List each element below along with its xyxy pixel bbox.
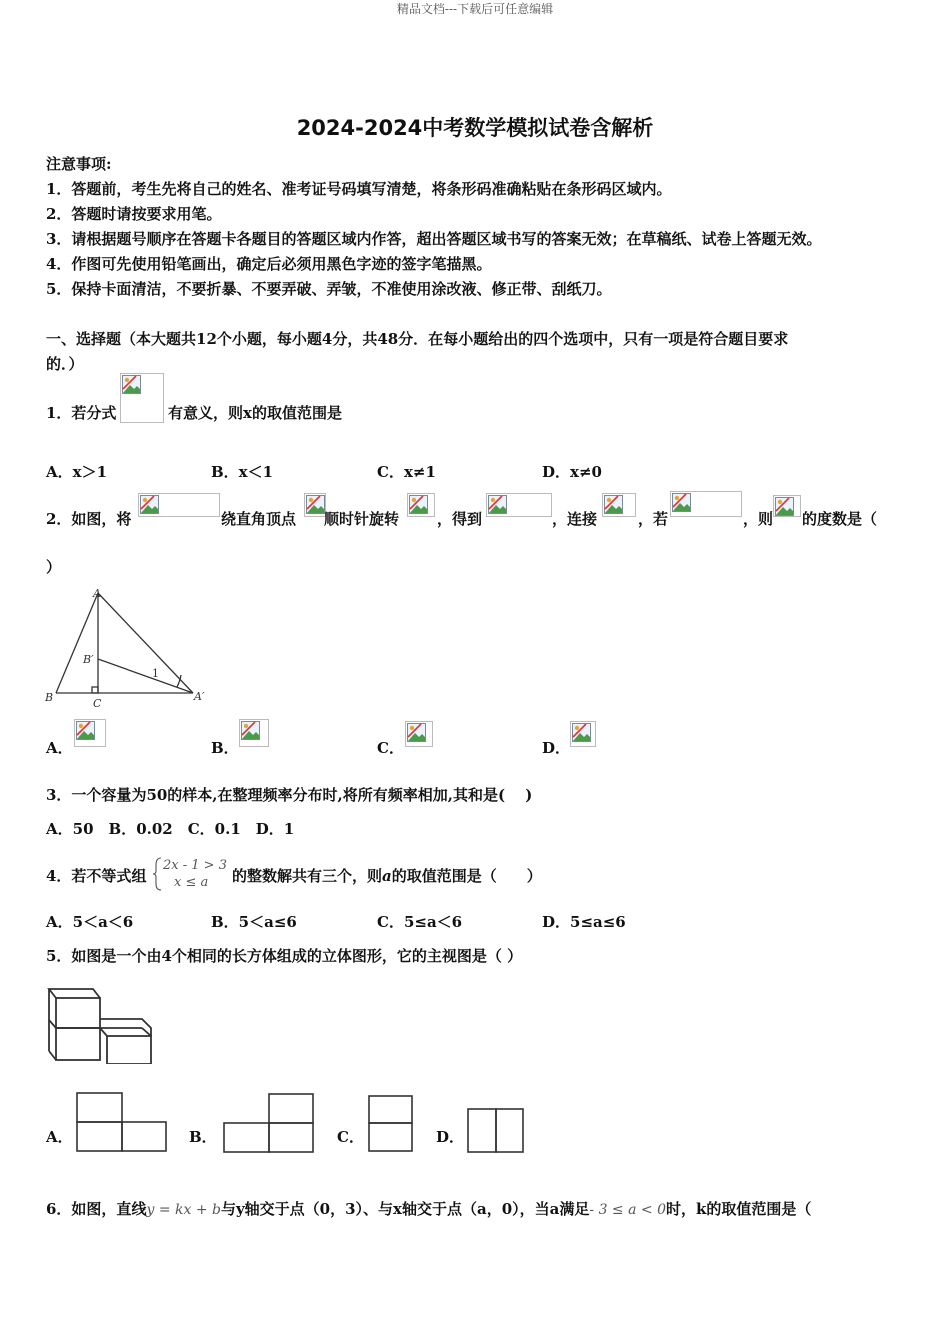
broken-image-glyph bbox=[140, 495, 160, 515]
notice-item: 4．作图可先使用铅笔画出，确定后必须用黑色字迹的签字笔描黑。 bbox=[46, 255, 492, 273]
broken-image-icon bbox=[74, 719, 106, 747]
q1-option-c: C．x≠1 bbox=[377, 463, 436, 481]
q6-text-pre: 6．如图，直线 bbox=[46, 1200, 147, 1218]
broken-image-glyph bbox=[306, 495, 326, 515]
broken-image-glyph bbox=[241, 721, 261, 741]
broken-image-icon bbox=[239, 719, 269, 747]
q4-option-b: B．5＜a≤6 bbox=[211, 913, 297, 931]
notice-item: 3．请根据题号顺序在答题卡各题目的答题区域内作答，超出答题区域书写的答案无效；在草稿纸、试卷上答题无效。 bbox=[46, 230, 822, 248]
q4-option-d: D．5≤a≤6 bbox=[542, 913, 626, 931]
q2-text: 绕直角顶点 bbox=[221, 510, 297, 528]
q6-text-post: 时，k的取值范围是（ bbox=[666, 1200, 812, 1218]
broken-image-glyph bbox=[76, 721, 96, 741]
broken-image-glyph bbox=[672, 493, 692, 513]
q2-text: ） bbox=[46, 558, 62, 576]
broken-image-glyph bbox=[775, 497, 795, 517]
figure-label-c: C bbox=[93, 697, 102, 710]
broken-image-icon bbox=[120, 373, 164, 423]
figure-label-a: A bbox=[93, 587, 101, 600]
q1-text-pre: 1．若分式 bbox=[46, 404, 117, 422]
q4-text-post2: 的取值范围是（ ） bbox=[391, 867, 542, 885]
q4-text bbox=[232, 865, 542, 886]
broken-image-icon bbox=[407, 493, 435, 517]
q2-option-d: D． bbox=[542, 739, 571, 757]
q5-option-d: D． bbox=[436, 1128, 465, 1146]
broken-image-glyph bbox=[407, 723, 427, 743]
q2-text: 2．如图，将 bbox=[46, 510, 132, 528]
inequality-system bbox=[152, 856, 232, 892]
q5-option-c: C． bbox=[337, 1128, 364, 1146]
q2-text: ，若 bbox=[638, 510, 669, 528]
front-view-option-d bbox=[466, 1107, 526, 1155]
broken-image-icon bbox=[773, 495, 801, 517]
broken-image-icon bbox=[602, 493, 636, 517]
q2-text: 的度数是（ bbox=[802, 510, 878, 528]
q2-text: ，得到 bbox=[437, 510, 483, 528]
broken-image-glyph bbox=[572, 723, 592, 743]
figure-label-a-prime: A′ bbox=[194, 690, 205, 703]
q4-variable: a bbox=[382, 867, 392, 885]
triangle-figure bbox=[40, 584, 220, 714]
q6-equation: y = kx + b bbox=[146, 1202, 221, 1218]
broken-image-glyph bbox=[122, 375, 142, 395]
notice-item: 5．保持卡面清洁，不要折暴、不要弄破、弄皱，不准使用涂改液、修正带、刮纸刀。 bbox=[46, 280, 612, 298]
section-heading: 一、选择题（本大题共12个小题，每小题4分，共48分．在每小题给出的四个选项中，只有一项是符合题目要求 bbox=[46, 330, 789, 348]
broken-image-icon bbox=[138, 493, 220, 517]
front-view-option-c bbox=[367, 1094, 415, 1154]
q2-text: ，则 bbox=[743, 510, 774, 528]
q1-option-d: D．x≠0 bbox=[542, 463, 602, 481]
q4-option-a: A．5＜a＜6 bbox=[46, 913, 134, 931]
q2-option-a: A． bbox=[46, 739, 73, 757]
header-note: 精品文档---下载后可任意编辑 bbox=[396, 2, 554, 16]
notice-heading: 注意事项: bbox=[46, 155, 112, 173]
broken-image-glyph bbox=[409, 495, 429, 515]
q2-option-c: C． bbox=[377, 739, 404, 757]
q6-text-mid: 与y轴交于点（0，3）、与x轴交于点（a，0），当a满足 bbox=[220, 1200, 590, 1218]
q5-text: 5．如图是一个由4个相同的长方体组成的立体图形，它的主视图是（ ） bbox=[46, 947, 523, 965]
inequality-1: 2x - 1 > 3 bbox=[163, 858, 227, 873]
q1-option-a: A．x＞1 bbox=[46, 463, 108, 481]
notice-item: 1．答题前，考生先将自己的姓名、准考证号码填写清楚，将条形码准确粘贴在条形码区域内。 bbox=[46, 180, 672, 198]
notice-item: 2．答题时请按要求用笔。 bbox=[46, 205, 222, 223]
broken-image-icon bbox=[405, 721, 433, 747]
broken-image-icon bbox=[570, 721, 596, 747]
q2-option-b: B． bbox=[211, 739, 239, 757]
q1-option-b: B．x＜1 bbox=[211, 463, 274, 481]
inequality-2: x ≤ a bbox=[174, 875, 209, 890]
q2-text: 顺时针旋转 bbox=[324, 510, 400, 528]
figure-label-b-prime: B′ bbox=[83, 653, 94, 666]
figure-label-b: B bbox=[45, 691, 54, 704]
section-heading-cont: 的．） bbox=[46, 355, 84, 373]
broken-image-glyph bbox=[488, 495, 508, 515]
q4-option-c: C．5≤a＜6 bbox=[377, 913, 463, 931]
q6-condition: - 3 ≤ a < 0 bbox=[589, 1202, 666, 1218]
broken-image-icon bbox=[486, 493, 552, 517]
front-view-option-b bbox=[222, 1092, 316, 1154]
q5-option-a: A． bbox=[46, 1128, 73, 1146]
broken-image-icon bbox=[670, 491, 742, 517]
q1-text-post: 有意义，则x的取值范围是 bbox=[168, 404, 342, 422]
q4-text-pre: 4．若不等式组 bbox=[46, 867, 147, 885]
q2-text: ，连接 bbox=[552, 510, 598, 528]
broken-image-icon bbox=[304, 493, 326, 517]
figure-label-angle: 1 bbox=[152, 667, 159, 680]
broken-image-glyph bbox=[604, 495, 624, 515]
q3-options: A．50 B．0.02 C．0.1 D．1 bbox=[46, 820, 295, 838]
page-title: 2024-2024中考数学模拟试卷含解析 bbox=[296, 116, 654, 140]
q4-text-post: 的整数解共有三个，则 bbox=[232, 867, 383, 885]
cuboid-figure bbox=[44, 984, 156, 1064]
front-view-option-a bbox=[75, 1091, 169, 1153]
q6-text bbox=[46, 1198, 811, 1219]
q3-text: 3．一个容量为50的样本,在整理频率分布时,将所有频率相加,其和是( ) bbox=[46, 786, 533, 804]
q5-option-b: B． bbox=[189, 1128, 217, 1146]
